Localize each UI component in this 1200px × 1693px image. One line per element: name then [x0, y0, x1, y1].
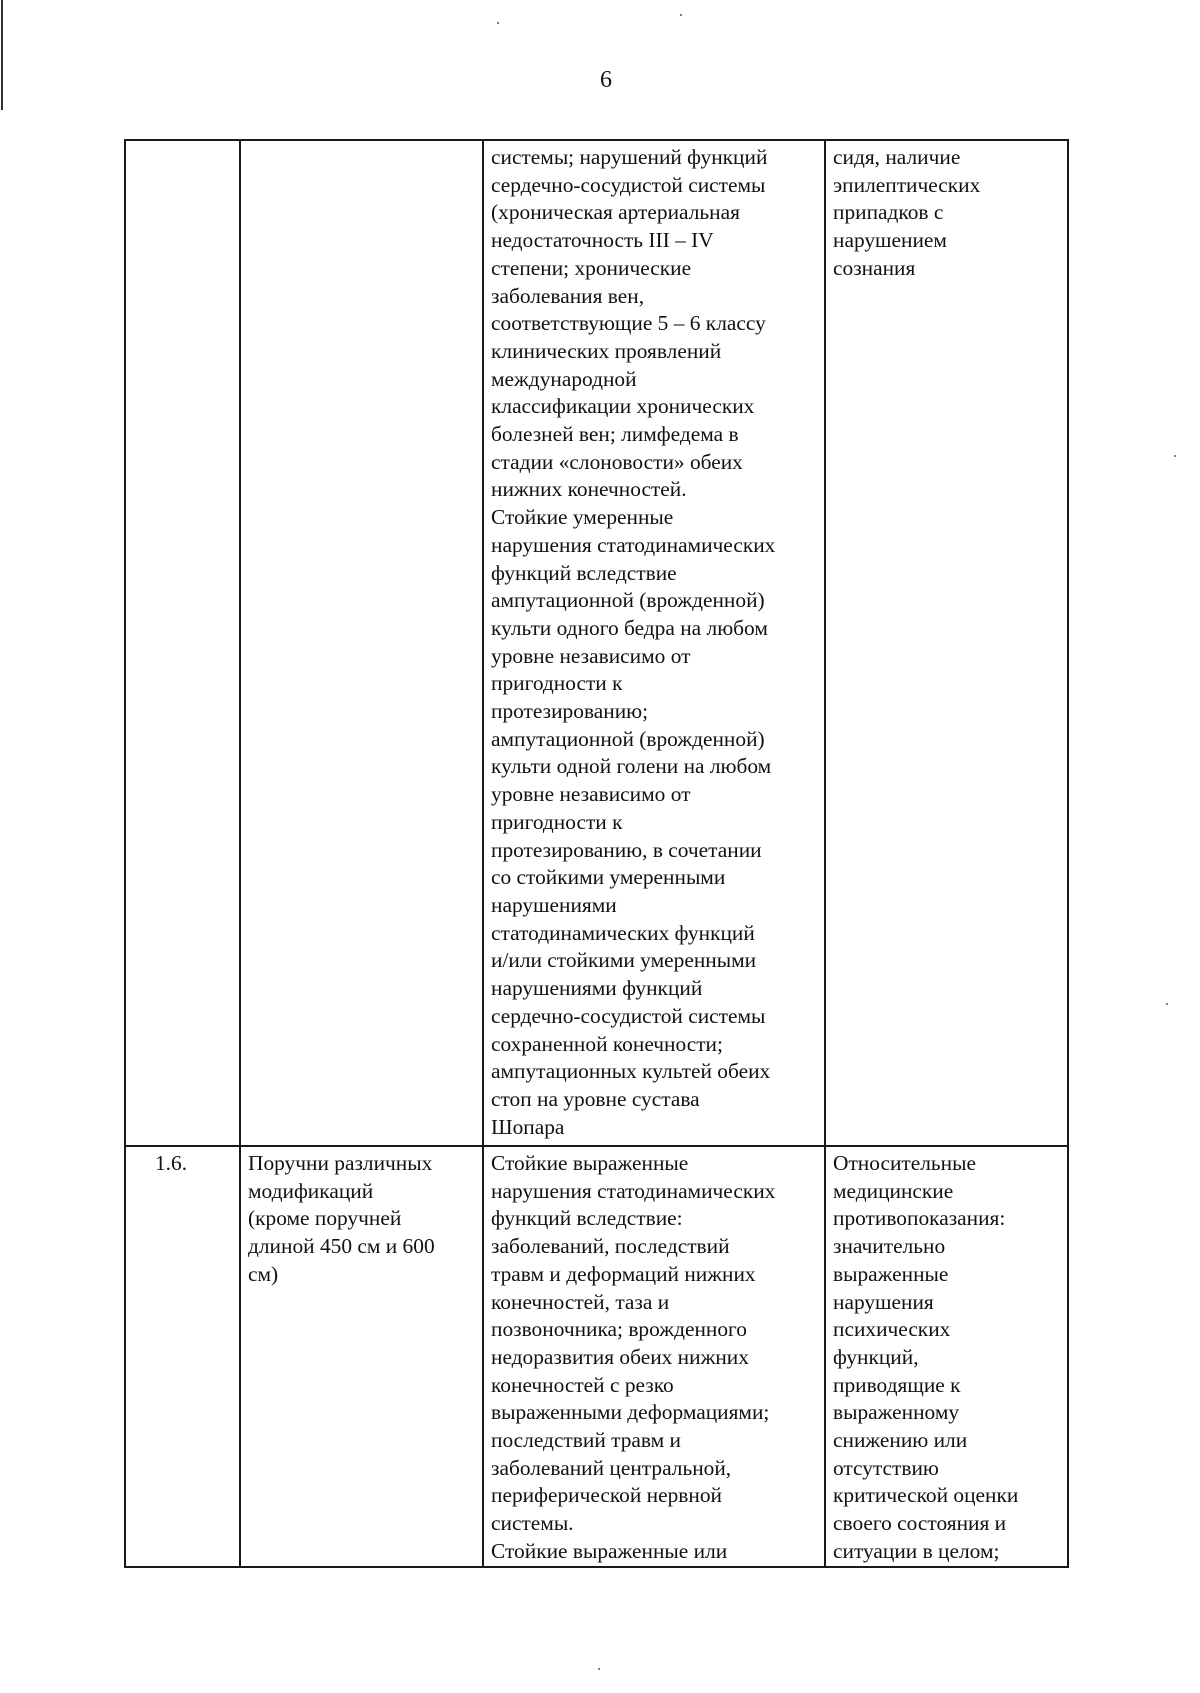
indications-line: конечностей с резко: [491, 1372, 674, 1397]
item-name-line: модификаций: [248, 1178, 374, 1203]
item-number: 1.6.: [154, 1151, 188, 1175]
item-name-line: Поручни различных: [248, 1151, 433, 1175]
indications-line: уровне независимо от: [491, 782, 691, 807]
contraindications-line: Относительные: [833, 1151, 976, 1175]
indications-line: функций вследствие:: [491, 1206, 683, 1231]
item-number-cell: [125, 1146, 240, 1567]
indications-line: протезированию, в сочетании: [491, 837, 762, 862]
contraindications-line: отсутствию: [833, 1455, 939, 1480]
contraindications-line: эпилептических: [833, 172, 981, 197]
indications-line: стадии «слоновости» обеих: [491, 449, 743, 474]
indications-line: нарушениями: [491, 892, 617, 917]
indications-line: заболеваний, последствий: [491, 1234, 730, 1259]
indications-line: позвоночника; врожденного: [491, 1317, 747, 1342]
indications-line: заболевания вен,: [491, 283, 645, 308]
contraindications-line: функций,: [833, 1344, 919, 1369]
indications-line: нарушениями функций: [491, 976, 703, 1001]
indications-line: последствий травм и: [491, 1428, 681, 1453]
indications-line: со стойкими умеренными: [491, 865, 726, 890]
indications-line: культи одной голени на любом: [491, 754, 772, 779]
contraindications-line: выраженные: [833, 1261, 949, 1286]
indications-line: выраженными деформациями;: [491, 1400, 770, 1425]
item-name-cell: [240, 140, 483, 1146]
contraindications-cell: [825, 1146, 1068, 1567]
indications-line: международной: [491, 366, 637, 391]
indications-line: уровне независимо от: [491, 643, 691, 668]
indications-line: клинических проявлений: [491, 338, 722, 363]
indications-line: соответствующие 5 – 6 классу: [491, 311, 766, 336]
indications-line: классификации хронических: [491, 394, 755, 419]
indications-line: ампутационных культей обеих: [491, 1059, 771, 1084]
indications-line: сохраненной конечности;: [491, 1031, 723, 1056]
indications-line: и/или стойкими умеренными: [491, 948, 757, 973]
contraindications-line: нарушением: [833, 228, 947, 253]
requirements-table: [124, 139, 1069, 1568]
contraindications-line: ситуации в целом;: [833, 1538, 1000, 1563]
scan-speck: [680, 14, 682, 16]
indications-line: (хроническая артериальная: [491, 200, 740, 225]
scan-speck: [598, 1668, 600, 1670]
indications-line: культи одного бедра на любом: [491, 615, 768, 640]
contraindications-line: психических: [833, 1317, 951, 1342]
table-row: [125, 140, 1068, 1146]
indications-line: сердечно-сосудистой системы: [491, 172, 766, 197]
scan-speck: [1166, 1003, 1168, 1005]
item-name-line: длиной 450 см и 600: [248, 1234, 435, 1259]
contraindications-line: приводящие к: [833, 1372, 961, 1397]
indications-line: Шопара: [491, 1114, 565, 1139]
indications-line: пригодности к: [491, 809, 623, 834]
indications-line: стоп на уровне сустава: [491, 1086, 700, 1111]
indications-line: ампутационной (врожденной): [491, 588, 765, 613]
indications-line: болезней вен; лимфедема в: [491, 422, 739, 447]
indications-line: нарушения статодинамических: [491, 532, 776, 557]
contraindications-line: припадков с: [833, 200, 944, 225]
table-row: [125, 1146, 1068, 1567]
indications-line: нарушения статодинамических: [491, 1178, 776, 1203]
indications-line: нижних конечностей.: [491, 477, 687, 502]
indications-line: системы.: [491, 1511, 574, 1536]
contraindications-line: сознания: [833, 255, 916, 280]
indications-line: Стойкие выраженные или: [491, 1538, 728, 1563]
item-name-line: (кроме поручней: [248, 1206, 402, 1231]
indications-line: Стойкие умеренные: [491, 505, 674, 530]
contraindications-line: значительно: [833, 1234, 946, 1259]
indications-line: статодинамических функций: [491, 920, 755, 945]
scan-speck: [1174, 455, 1176, 457]
page-number: 6: [600, 67, 612, 93]
item-number-cell: [125, 140, 240, 1146]
indications-line: недоразвития обеих нижних: [491, 1344, 749, 1369]
indications-line: степени; хронические: [491, 255, 692, 280]
indications-line: заболеваний центральной,: [491, 1455, 732, 1480]
contraindications-line: сидя, наличие: [833, 145, 961, 169]
contraindications-line: снижению или: [833, 1428, 968, 1453]
indications-line: конечностей, таза и: [491, 1289, 670, 1314]
contraindications-cell: [825, 140, 1068, 1146]
contraindications-line: противопоказания:: [833, 1206, 1006, 1231]
contraindications-line: медицинские: [833, 1178, 954, 1203]
indications-line: сердечно-сосудистой системы: [491, 1003, 766, 1028]
indications-line: периферической нервной: [491, 1483, 722, 1508]
indications-line: недостаточность III – IV: [491, 228, 714, 253]
indications-line: Стойкие выраженные: [491, 1151, 689, 1175]
indications-line: ампутационной (врожденной): [491, 726, 765, 751]
indications-line: функций вследствие: [491, 560, 677, 585]
contraindications-line: критической оценки: [833, 1483, 1019, 1508]
scan-speck: [497, 22, 499, 24]
indications-line: травм и деформаций нижних: [491, 1261, 756, 1286]
indications-cell: [483, 1146, 825, 1567]
item-name-line: см): [248, 1261, 279, 1286]
contraindications-line: выраженному: [833, 1400, 960, 1425]
indications-line: пригодности к: [491, 671, 623, 696]
indications-cell: [483, 140, 825, 1146]
contraindications-line: нарушения: [833, 1289, 934, 1314]
indications-line: системы; нарушений функций: [491, 145, 768, 169]
table-body: [125, 140, 1068, 1567]
indications-line: протезированию;: [491, 699, 649, 724]
contraindications-line: своего состояния и: [833, 1511, 1007, 1536]
item-name-cell: [240, 1146, 483, 1567]
